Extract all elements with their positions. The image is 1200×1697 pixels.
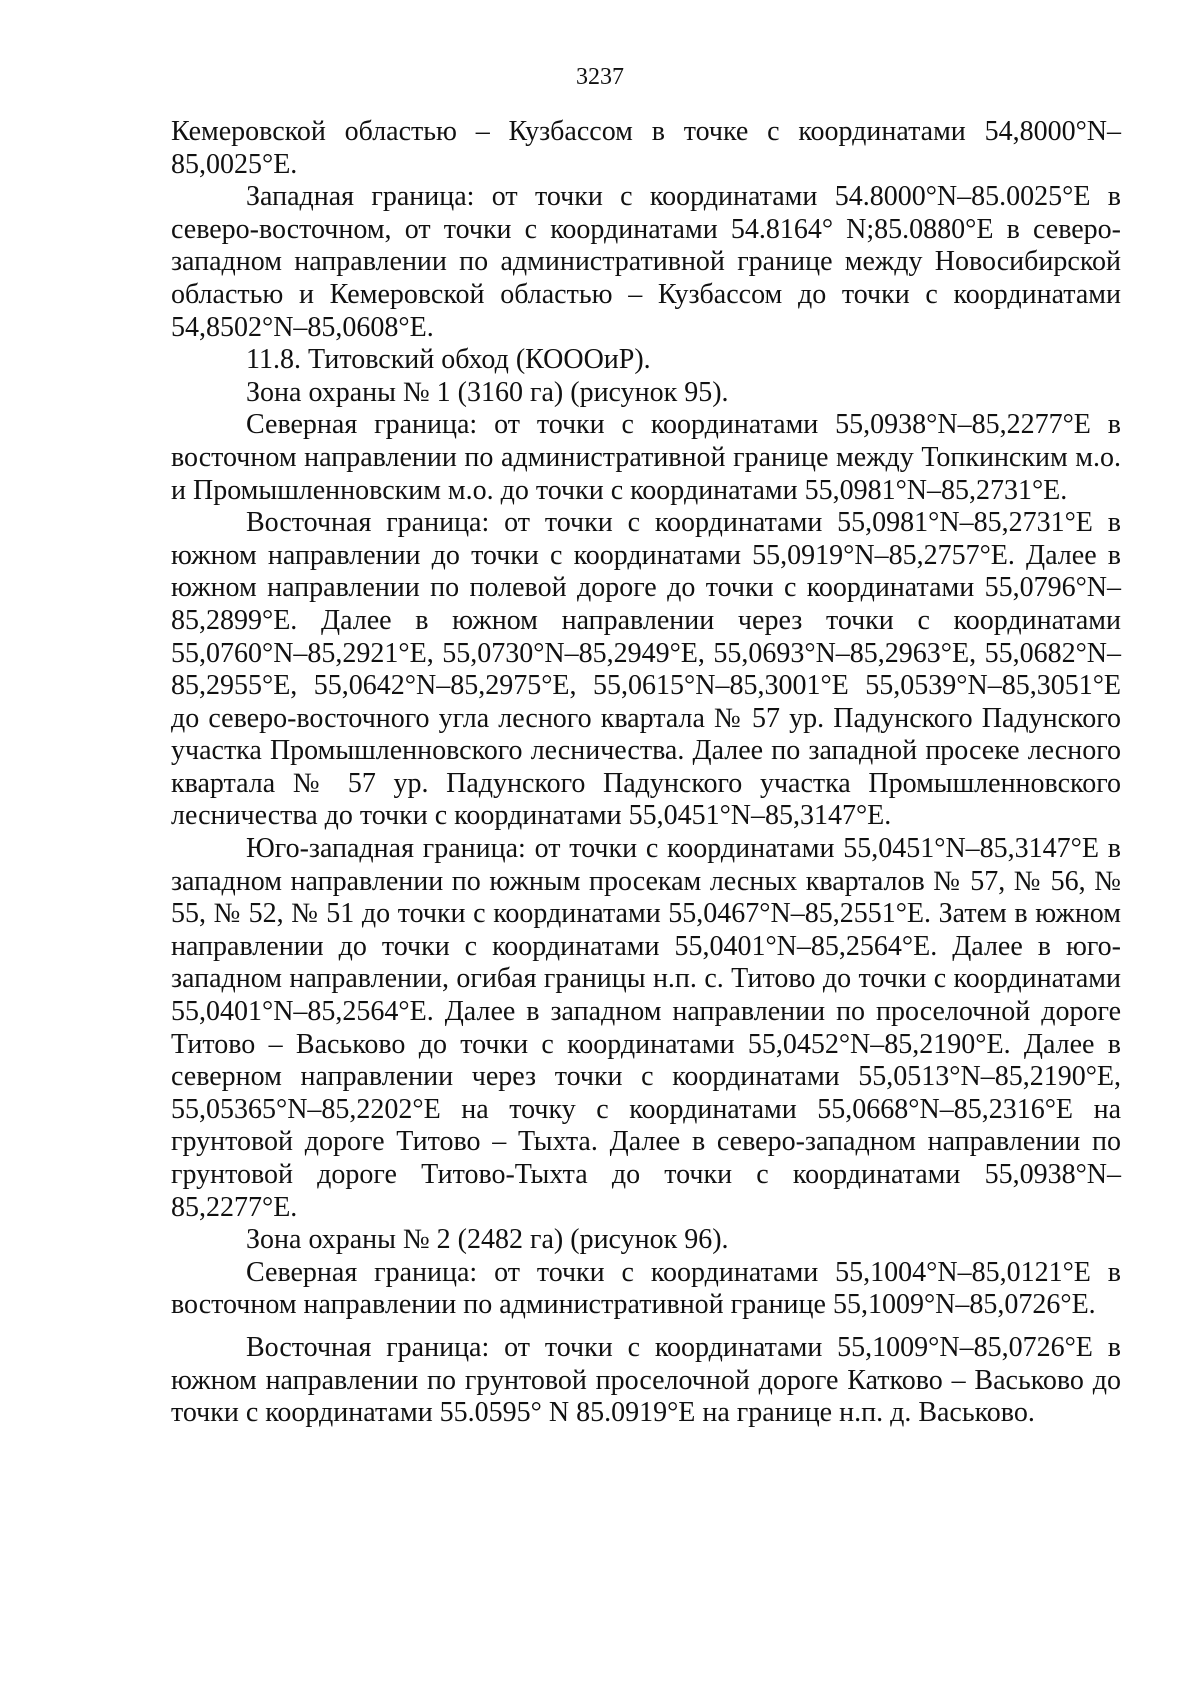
section-heading: 11.8. Титовский обход (КОООиР). [246, 344, 651, 376]
paragraph-gap [171, 1322, 1121, 1332]
paragraph-continuation: Кемеровской областью – Кузбассом в точке с координатами 54,8000°N–85,0025°E. [171, 116, 1121, 180]
paragraph-western-boundary: Западная граница: от точки с координатами 54.8000°N–85.0025°E в северо-восточном, от точки с координатами 54.8164° N;85.0880°E в северо-западном направлении по административной границе между Новосибирской областью и Кемеровской областью – Кузбассом до точки с координатами 54,8502°N–85,0608°E. [171, 181, 1121, 343]
paragraph-northern-boundary-1: Северная граница: от точки с координатами 55,0938°N–85,2277°E в восточном направлении по административной границе между Топкинским м.о. и Промышленновским м.о. до точки с координатами 55,0981°N–85,2731°E. [171, 409, 1121, 506]
page-number: 3237 [576, 64, 624, 90]
paragraph-southwestern-boundary-1: Юго-западная граница: от точки с координатами 55,0451°N–85,3147°E в западном направлении по южным просекам лесных кварталов № 57, № 56, № 55, № 52, № 51 до точки с координатами 55,0467°N–85,2551°E. Затем в южном направлении до точки с координатами 55,0401°N–85,2564°E. Далее в юго-западном направлении, огибая границы н.п. с. Титово до точки с координатами 55,0401°N–85,2564°E. Далее в западном направлении по проселочной дороге Титово – Васьково до точки с координатами 55,0452°N–85,2190°E. Далее в северном направлении через точки с координатами 55,0513°N–85,2190°E, 55,05365°N–85,2202°E на точку с координатами 55,0668°N–85,2316°E на грунтовой дороге Титово – Тыхта. Далее в северо-западном направлении по грунтовой дороге Титово-Тыхта до точки с координатами 55,0938°N–85,2277°E. [171, 833, 1121, 1223]
zone-heading-1: Зона охраны № 1 (3160 га) (рисунок 95). [246, 376, 729, 408]
paragraph-northern-boundary-2: Северная граница: от точки с координатами 55,1004°N–85,0121°E в восточном направлении по административной границе 55,1009°N–85,0726°E. [171, 1256, 1121, 1321]
document-body [171, 116, 1121, 1430]
paragraph-eastern-boundary-2: Восточная граница: от точки с координатами 55,1009°N–85,0726°E в южном направлении по грунтовой проселочной дороге Катково – Васьково до точки с координатами 55.0595° N 85.0919°E на границе н.п. д. Васьково. [171, 1331, 1121, 1429]
zone-heading-2: Зона охраны № 2 (2482 га) (рисунок 96). [246, 1224, 729, 1256]
paragraph-eastern-boundary-1: Восточная граница: от точки с координатами 55,0981°N–85,2731°E в южном направлении до точки с координатами 55,0919°N–85,2757°E. Далее в южном направлении по полевой дороге до точки с координатами 55,0796°N–85,2899°E. Далее в южном направлении через точки с координатами 55,0760°N–85,2921°E, 55,0730°N–85,2949°E, 55,0693°N–85,2963°E, 55,0682°N–85,2955°E, 55,0642°N–85,2975°E, 55,0615°N–85,3001°E 55,0539°N–85,3051°E до северо-восточного угла лесного квартала № 57 ур. Падунского Падунского участка Промышленновского лесничества. Далее по западной просеке лесного квартала № 57 ур. Падунского Падунского участка Промышленновского лесничества до точки с координатами 55,0451°N–85,3147°E. [171, 507, 1121, 832]
